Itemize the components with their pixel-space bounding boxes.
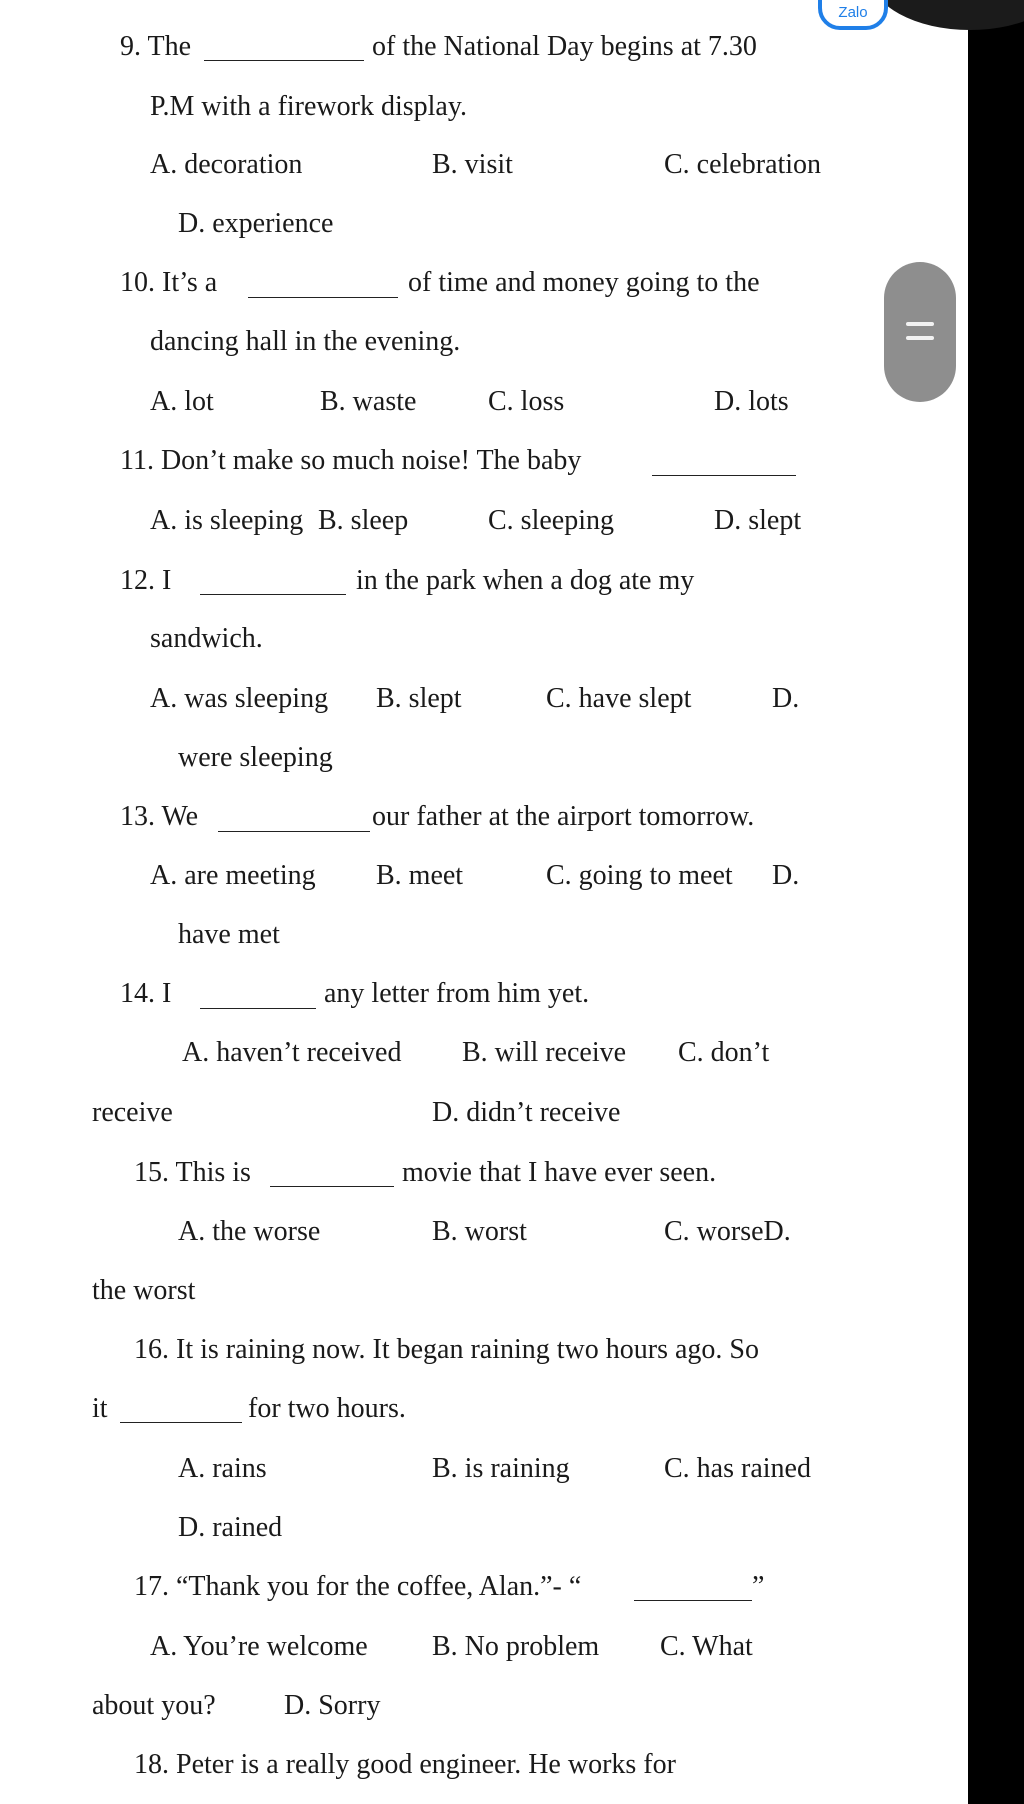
q17-stem-end: ” [752,1571,765,1602]
handle-grip-line-icon [906,336,934,340]
q16-stem-start: 16. It is raining now. It began raining two hours ago. So [134,1334,759,1365]
q14-stem-start: 14. I [120,978,172,1009]
q12-stem-start: 12. I [120,565,172,596]
q15-option-c: C. worseD. [664,1216,791,1247]
q14-stem-end: any letter from him yet. [324,978,590,1009]
q12-stem-end: in the park when a dog ate my [356,565,695,596]
q10-stem-end: of time and money going to the [408,267,760,298]
q9-option-a: A. decoration [150,149,303,180]
q18-stem: 18. Peter is a really good engineer. He works for [134,1749,676,1780]
q17-blank [634,1600,752,1601]
q17-option-c: C. What [660,1631,753,1662]
q9-stem-cont: P.M with a firework display. [150,91,468,122]
q13-option-d: D. [772,860,800,891]
fast-scroll-handle[interactable] [884,262,956,402]
zalo-app-icon[interactable] [818,0,888,30]
q14-option-b: B. will receive [462,1037,627,1068]
q16-option-c: C. has rained [664,1453,811,1484]
q10-option-d: D. lots [714,386,789,417]
q15-blank [270,1186,394,1187]
q14-option-a: A. haven’t received [182,1037,402,1068]
q16-option-d: D. rained [178,1512,283,1543]
q10-option-c: C. loss [488,386,565,417]
q9-option-c: C. celebration [664,149,822,180]
q12-option-a: A. was sleeping [150,683,329,714]
q13-stem-end: our father at the airport tomorrow. [372,801,755,832]
q16-blank [120,1422,242,1423]
q14-blank [200,1008,316,1009]
q11-blank [652,475,796,476]
q15-option-b: B. worst [432,1216,527,1247]
q14-option-d: D. didn’t receive [432,1097,621,1128]
q13-option-b: B. meet [376,860,464,891]
q11-stem: 11. Don’t make so much noise! The baby [120,445,582,476]
q17-stem-start: 17. “Thank you for the coffee, Alan.”- “ [134,1571,582,1602]
q9-option-d: D. experience [178,208,334,239]
q13-option-d-text: have met [178,919,280,950]
q9-blank [204,60,364,61]
q14-option-c: C. don’t [678,1037,770,1068]
q11-option-d: D. slept [714,505,802,536]
q12-option-d: D. [772,683,800,714]
q10-stem-start: 10. It’s a [120,267,218,298]
q12-option-d-text: were sleeping [178,742,333,773]
q16-stem-it: it [92,1393,108,1424]
zalo-label: Zalo [838,4,868,21]
q15-option-d-text: the worst [92,1275,196,1306]
q15-stem-start: 15. This is [134,1157,251,1188]
q16-option-a: A. rains [178,1453,267,1484]
handle-grip-line-icon [906,322,934,326]
q10-stem-cont: dancing hall in the evening. [150,326,461,357]
q10-option-b: B. waste [320,386,417,417]
q10-blank [248,297,398,298]
q17-option-a: A. You’re welcome [150,1631,368,1662]
q11-option-b: B. sleep [318,505,409,536]
q14-option-c-cont: receive [92,1097,173,1128]
q13-option-a: A. are meeting [150,860,316,891]
q15-stem-end: movie that I have ever seen. [402,1157,717,1188]
q11-option-c: C. sleeping [488,505,614,536]
q9-stem-end: of the National Day begins at 7.30 [372,31,757,62]
q10-option-a: A. lot [150,386,214,417]
q12-blank [200,594,346,595]
q17-option-c-cont: about you? [92,1690,216,1721]
q16-option-b: B. is raining [432,1453,570,1484]
q17-option-b: B. No problem [432,1631,600,1662]
q16-stem-end: for two hours. [248,1393,406,1424]
q13-option-c: C. going to meet [546,860,733,891]
q12-option-b: B. slept [376,683,462,714]
q13-stem-start: 13. We [120,801,199,832]
q17-option-d: D. Sorry [284,1690,381,1721]
q9-option-b: B. visit [432,149,513,180]
q11-option-a: A. is sleeping [150,505,304,536]
q13-blank [218,831,370,832]
q12-stem-cont: sandwich. [150,623,263,654]
q15-option-a: A. the worse [178,1216,321,1247]
q12-option-c: C. have slept [546,683,692,714]
q9-stem-start: 9. The [120,31,192,62]
